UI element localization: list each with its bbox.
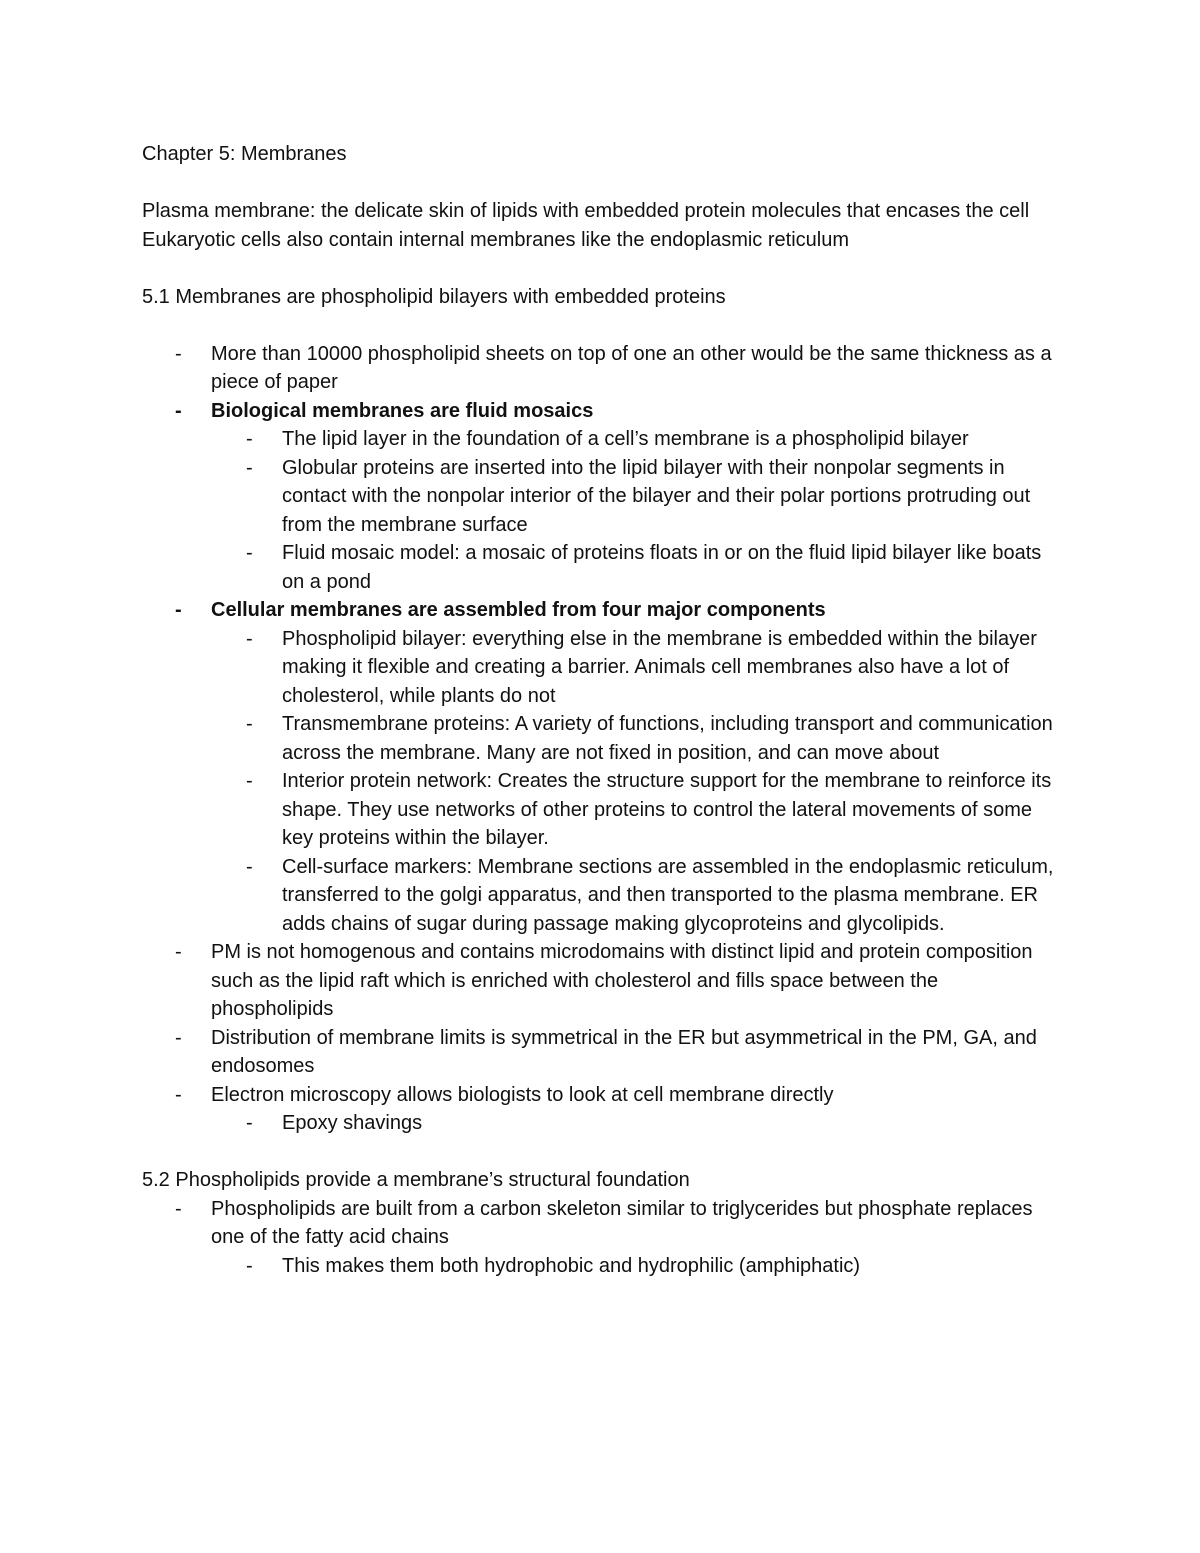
- spacer: [142, 254, 1062, 283]
- section-5-1-list: [142, 340, 1062, 1138]
- bullet-dash: -: [246, 713, 253, 735]
- bullet-dash: -: [175, 599, 182, 621]
- sub-list-item-text: Cell-surface markers: Membrane sections are assembled in the endoplasmic reticulum, transferred to the golgi apparatus, and then transported to the plasma membrane. ER adds chains of sugar during passage making glycoproteins and glycolipids.: [282, 855, 1054, 935]
- list-item: [142, 938, 1062, 1024]
- list-item-bold: [142, 596, 1062, 625]
- bullet-dash: -: [246, 770, 253, 792]
- bullet-dash: -: [246, 1112, 253, 1134]
- section-heading-5-1: 5.1 Membranes are phospholipid bilayers with embedded proteins: [142, 285, 726, 308]
- intro-paragraph-eukaryotic: Eukaryotic cells also contain internal membranes like the endoplasmic reticulum: [142, 228, 849, 251]
- list-item: [142, 340, 1062, 397]
- bullet-dash: -: [175, 1083, 182, 1106]
- list-item-text: More than 10000 phospholipid sheets on top of one an other would be the same thickness as a piece of paper: [211, 342, 1052, 393]
- document-page: [142, 140, 1062, 1280]
- sub-list-item: [142, 767, 1062, 853]
- sub-list-item: [142, 710, 1062, 767]
- bullet-dash: -: [246, 627, 253, 650]
- bullet-dash: -: [175, 342, 182, 365]
- sub-list-item: [142, 853, 1062, 939]
- bullet-dash: -: [175, 399, 182, 422]
- bullet-dash: -: [175, 1026, 182, 1049]
- list-item-text: Phospholipids are built from a carbon skeleton similar to triglycerides but phosphate replaces one of the fatty acid chains: [211, 1197, 1033, 1248]
- sub-list-item-text: Globular proteins are inserted into the lipid bilayer with their nonpolar segments in contact with the nonpolar interior of the bilayer and their polar portions protruding out from the membrane surface: [282, 456, 1031, 536]
- sub-list-item: [142, 625, 1062, 711]
- sub-list-item-text: Fluid mosaic model: a mosaic of proteins floats in or on the fluid lipid bilayer like boats on a pond: [282, 542, 1042, 593]
- list-item: [142, 1024, 1062, 1081]
- bullet-dash: -: [246, 855, 253, 878]
- intro-paragraph-plasma-membrane: Plasma membrane: the delicate skin of lipids with embedded protein molecules that encases the cell: [142, 200, 1030, 222]
- sub-list-item-text: Interior protein network: Creates the structure support for the membrane to reinforce its shape. They use networks of other proteins to control the lateral movements of some key proteins within the bilayer.: [282, 770, 1052, 849]
- document-title: Chapter 5: Membranes: [142, 143, 347, 165]
- list-item-bold: [142, 397, 1062, 426]
- bullet-dash: -: [246, 1254, 253, 1277]
- bullet-dash: -: [175, 941, 182, 963]
- spacer: [142, 1138, 1062, 1167]
- sub-list-item: [142, 539, 1062, 596]
- list-item-text: Electron microscopy allows biologists to look at cell membrane directly: [211, 1083, 834, 1106]
- sub-list-item: [142, 1252, 1062, 1281]
- bullet-dash: -: [246, 428, 253, 450]
- sub-list-item-text: Transmembrane proteins: A variety of functions, including transport and communication across the membrane. Many are not fixed in position, and can move about: [282, 713, 1053, 764]
- section-5-2-list: [142, 1195, 1062, 1281]
- bullet-dash: -: [175, 1197, 182, 1220]
- list-item-text: Cellular membranes are assembled from four major components: [211, 599, 826, 621]
- list-item-text: Distribution of membrane limits is symmetrical in the ER but asymmetrical in the PM, GA, and endosomes: [211, 1026, 1037, 1077]
- sub-list-item: [142, 1109, 1062, 1138]
- sub-list-item-text: The lipid layer in the foundation of a cell’s membrane is a phospholipid bilayer: [282, 428, 969, 450]
- bullet-dash: -: [246, 456, 253, 479]
- sub-list-item: [142, 425, 1062, 454]
- list-item-text: PM is not homogenous and contains microdomains with distinct lipid and protein composition such as the lipid raft which is enriched with cholesterol and fills space between the phospholipids: [211, 941, 1033, 1020]
- sub-list-item: [142, 454, 1062, 540]
- section-heading-5-2: 5.2 Phospholipids provide a membrane’s structural foundation: [142, 1169, 690, 1191]
- sub-list-item-text: Phospholipid bilayer: everything else in the membrane is embedded within the bilayer making it flexible and creating a barrier. Animals cell membranes also have a lot of cholesterol, while plants do not: [282, 627, 1037, 707]
- spacer: [142, 311, 1062, 340]
- sub-list-item-text: This makes them both hydrophobic and hydrophilic (amphiphatic): [282, 1254, 861, 1277]
- sub-list-item-text: Epoxy shavings: [282, 1112, 423, 1134]
- list-item: [142, 1195, 1062, 1252]
- bullet-dash: -: [246, 542, 253, 564]
- list-item: [142, 1081, 1062, 1110]
- list-item-text: Biological membranes are fluid mosaics: [211, 399, 594, 422]
